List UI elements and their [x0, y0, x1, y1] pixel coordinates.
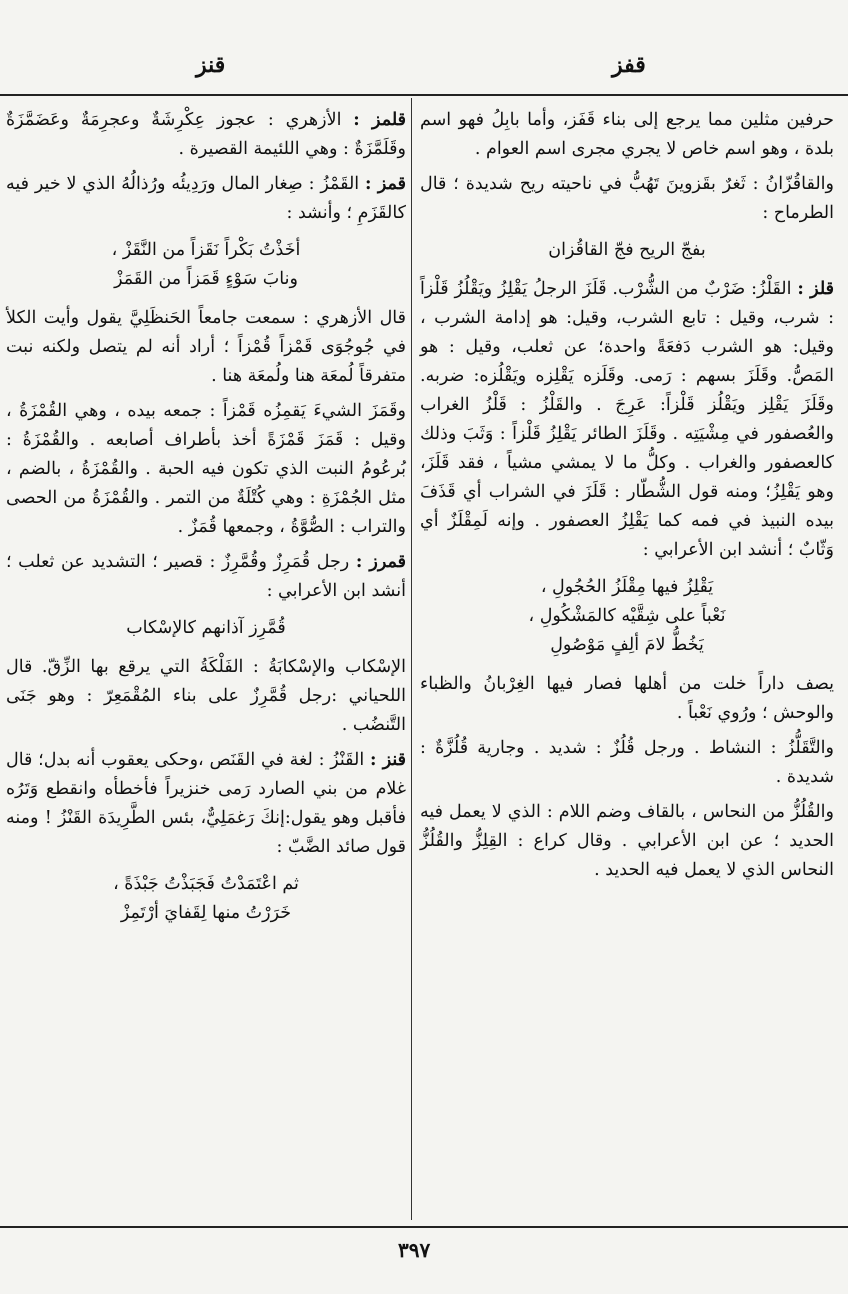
verse-line: نَعْباً على شِقَّيْه كالمَشْكُولِ ، [528, 606, 726, 626]
entry-paragraph: يصف داراً خلت من أهلها فصار فيها الغِرْبانُ والظباء والوحش ؛ ورُوي نَعْباً . [420, 674, 834, 723]
entry-qalaz [420, 275, 834, 565]
verse-line: ثم اعْتَمَدْتُ فَجَبَذْتُ جَبْذَةً ، [113, 874, 299, 894]
entry-paragraph: والقُلُزُّ من النحاس ، بالقاف وضم اللام : الذي لا يعمل فيه الحديد ؛ عن ابن الأعرابي . وقال كراع : القِلِزُّ والقُلُزُّ النحاس الذي لا يعمل فيه الحديد . [420, 802, 834, 880]
verse [6, 236, 406, 294]
entry-qumariz [6, 548, 406, 606]
entry-text: القَمْزُ : صِغار المال ورَدِيئُه ورُذالُهُ الذي لا خير فيه كالقَزَمِ ؛ وأنشد : [6, 174, 406, 223]
entry-paragraph: والقاقُزّانُ : ثَغرٌ بقَزوينَ تَهُبُّ في ناحيته ريح شديدة ؛ قال الطرماح : [420, 174, 834, 223]
verse [6, 870, 406, 928]
bottom-rule [0, 1226, 848, 1228]
verse-line: يَخُطُّ لامَ ألِفٍ مَوْصُولِ [550, 635, 704, 655]
verse [6, 614, 406, 643]
entry-text: الأزهري : عجوز عِكْرِشَةٌ وعجرِمَةٌ وعَضَمَّزَةٌ وقَلَمَّزَةٌ : وهي اللئيمة القصيرة . [6, 110, 406, 159]
entry-paragraph: قال الأزهري : سمعت جامعاً الحَنظَلِيَّ يقول وأيت الكلأ في جُوجُوَى قَمْزاً قُمْزاً ؛ أراد أنه لم يتصل ولكنه نبت متفرقاً لُمعَة هنا ولُمعَة هنا . [6, 308, 406, 386]
entry-text: رجل قُمَرِزٌ وقُمَّرِزٌ : قصير ؛ التشديد عن ثعلب ؛ أنشد ابن الأعرابي : [6, 552, 406, 601]
headword: قلمز : [353, 110, 406, 130]
headword: قنز : [369, 750, 406, 770]
running-head-left: قنز [196, 52, 226, 78]
verse-line: قُمَّرِز آذانهم كالإسْكاب [126, 618, 286, 638]
verse-line: ونابَ سَوْءٍ قَمَزاً من القَمَزْ [114, 269, 298, 289]
verse [420, 573, 834, 660]
verse-line: أخَذْتُ بَكْراً نَقَزاً من النَّقَزْ ، [111, 240, 301, 260]
verse-line: بفجّ الريح فجّ القاقُزان [548, 240, 706, 260]
headword: قمرز : [355, 552, 406, 572]
left-column [6, 106, 406, 938]
verse-line: خَرَرْتُ منها لِقَفايَ أرْتَمِزْ [120, 903, 292, 923]
running-head-right: قفز [612, 52, 646, 78]
column-separator [411, 98, 412, 1220]
right-column [420, 106, 834, 891]
verse-line: يَقْلِزُ فيها مِقْلَزُ الحُجُولِ ، [540, 577, 714, 597]
headword: قمز : [365, 174, 406, 194]
entry-qalmaz [6, 106, 406, 164]
entry-paragraph: وقَمَزَ الشيءَ يَقمِزُه قَمْزاً : جمعه بيده ، وهي القُمْزَةُ ، وقيل : قَمَزَ قَمْزَةً أخذ بأطراف أصابعه . والقُمْزَةُ : بُرعُومُ النبت الذي تكون فيه الحبة . والقُمْزَةُ ، بالضم ، مثل الجُمْزَةِ : وهي كُتْلَةٌ من التمر . والقُمْزَةُ من الحصى والتراب : الصُّوَّةُ ، وجمعها قُمَزٌ . [6, 401, 406, 537]
entry-paragraph: الإسْكاب والإسْكابَةُ : الفَلْكَةُ التي يرقع بها الزِّقّ. قال اللحياني :رجل قُمَّرِزٌ على بناء المُقْمَعِرّ : وهو جَنَى التَّنضُب . [6, 657, 406, 735]
page-number: ٣٩٧ [398, 1238, 431, 1262]
entry-qamaz [6, 170, 406, 228]
entry-text: القَنْزُ : لغة في القَنَص ،وحكى يعقوب أنه بدل؛ قال غلام من بني الصارد رَمى خنزيراً فأخطأه وانقطع وَتَرُه فأقبل وهو يقول:إنكَ رَغمَلِيٌّ، بئس الطَّرِيدَة القَنْزُ ! ومنه قول صائد الضَّبّ : [6, 750, 406, 857]
entry-paragraph: حرفين مثلين مما يرجع إلى بناء قَفَز، وأما بابِلُ فهو اسم بلدة ، وهو اسم خاص لا يجري مجرى اسم العوام . [420, 110, 834, 159]
verse [420, 236, 834, 265]
entry-paragraph: والتَّقَلُّزُ : النشاط . ورجل قُلُزٌ : شديد . وجارية قُلُزَّةٌ : شديدة . [420, 738, 834, 787]
headword: قلز : [797, 279, 834, 299]
entry-text: القَلْزُ: ضَرْبٌ من الشُّرْب. قَلَزَ الرجلُ يَقْلِزُ ويَقْلُزُ قَلْزاً : شرب، وقيل : تابع الشرب، وقيل: هو إدامة الشرب ، وقيل: هو الشرب دَفعَةً واحدة؛ عن ثعلب، وقيل : هو المَصُّ. وقَلَزَ بسهم : رَمى. وقَلَزه يَقْلِزه ويَقْلُزه: ضربه. وقَلَزَ يَقْلِز ويَقْلُز قَلْزاً: عَرِجَ . والقَلْزُ : قَلْزُ الغراب والعُصفور في مِشْيَتِه . وقَلَزَ الطائر يَقْلِزُ قَلْزاً : وَثَبَ وذلك كالعصفور والغراب . وكلُّ ما لا يمشي مشياً ، فقد قَلَزَ، وهو يَقْلِزُ؛ ومنه قول الشُّطّار : قَلَزَ في الشراب أي قَذَفَ بيده النبيذ في فمه كما يَقْلِزُ العصفور . وإنه لَمِقْلَزٌ أي وَثّابٌ ؛ أنشد ابن الأعرابي : [420, 279, 834, 560]
top-rule [0, 94, 848, 96]
entry-qanaz [6, 746, 406, 862]
